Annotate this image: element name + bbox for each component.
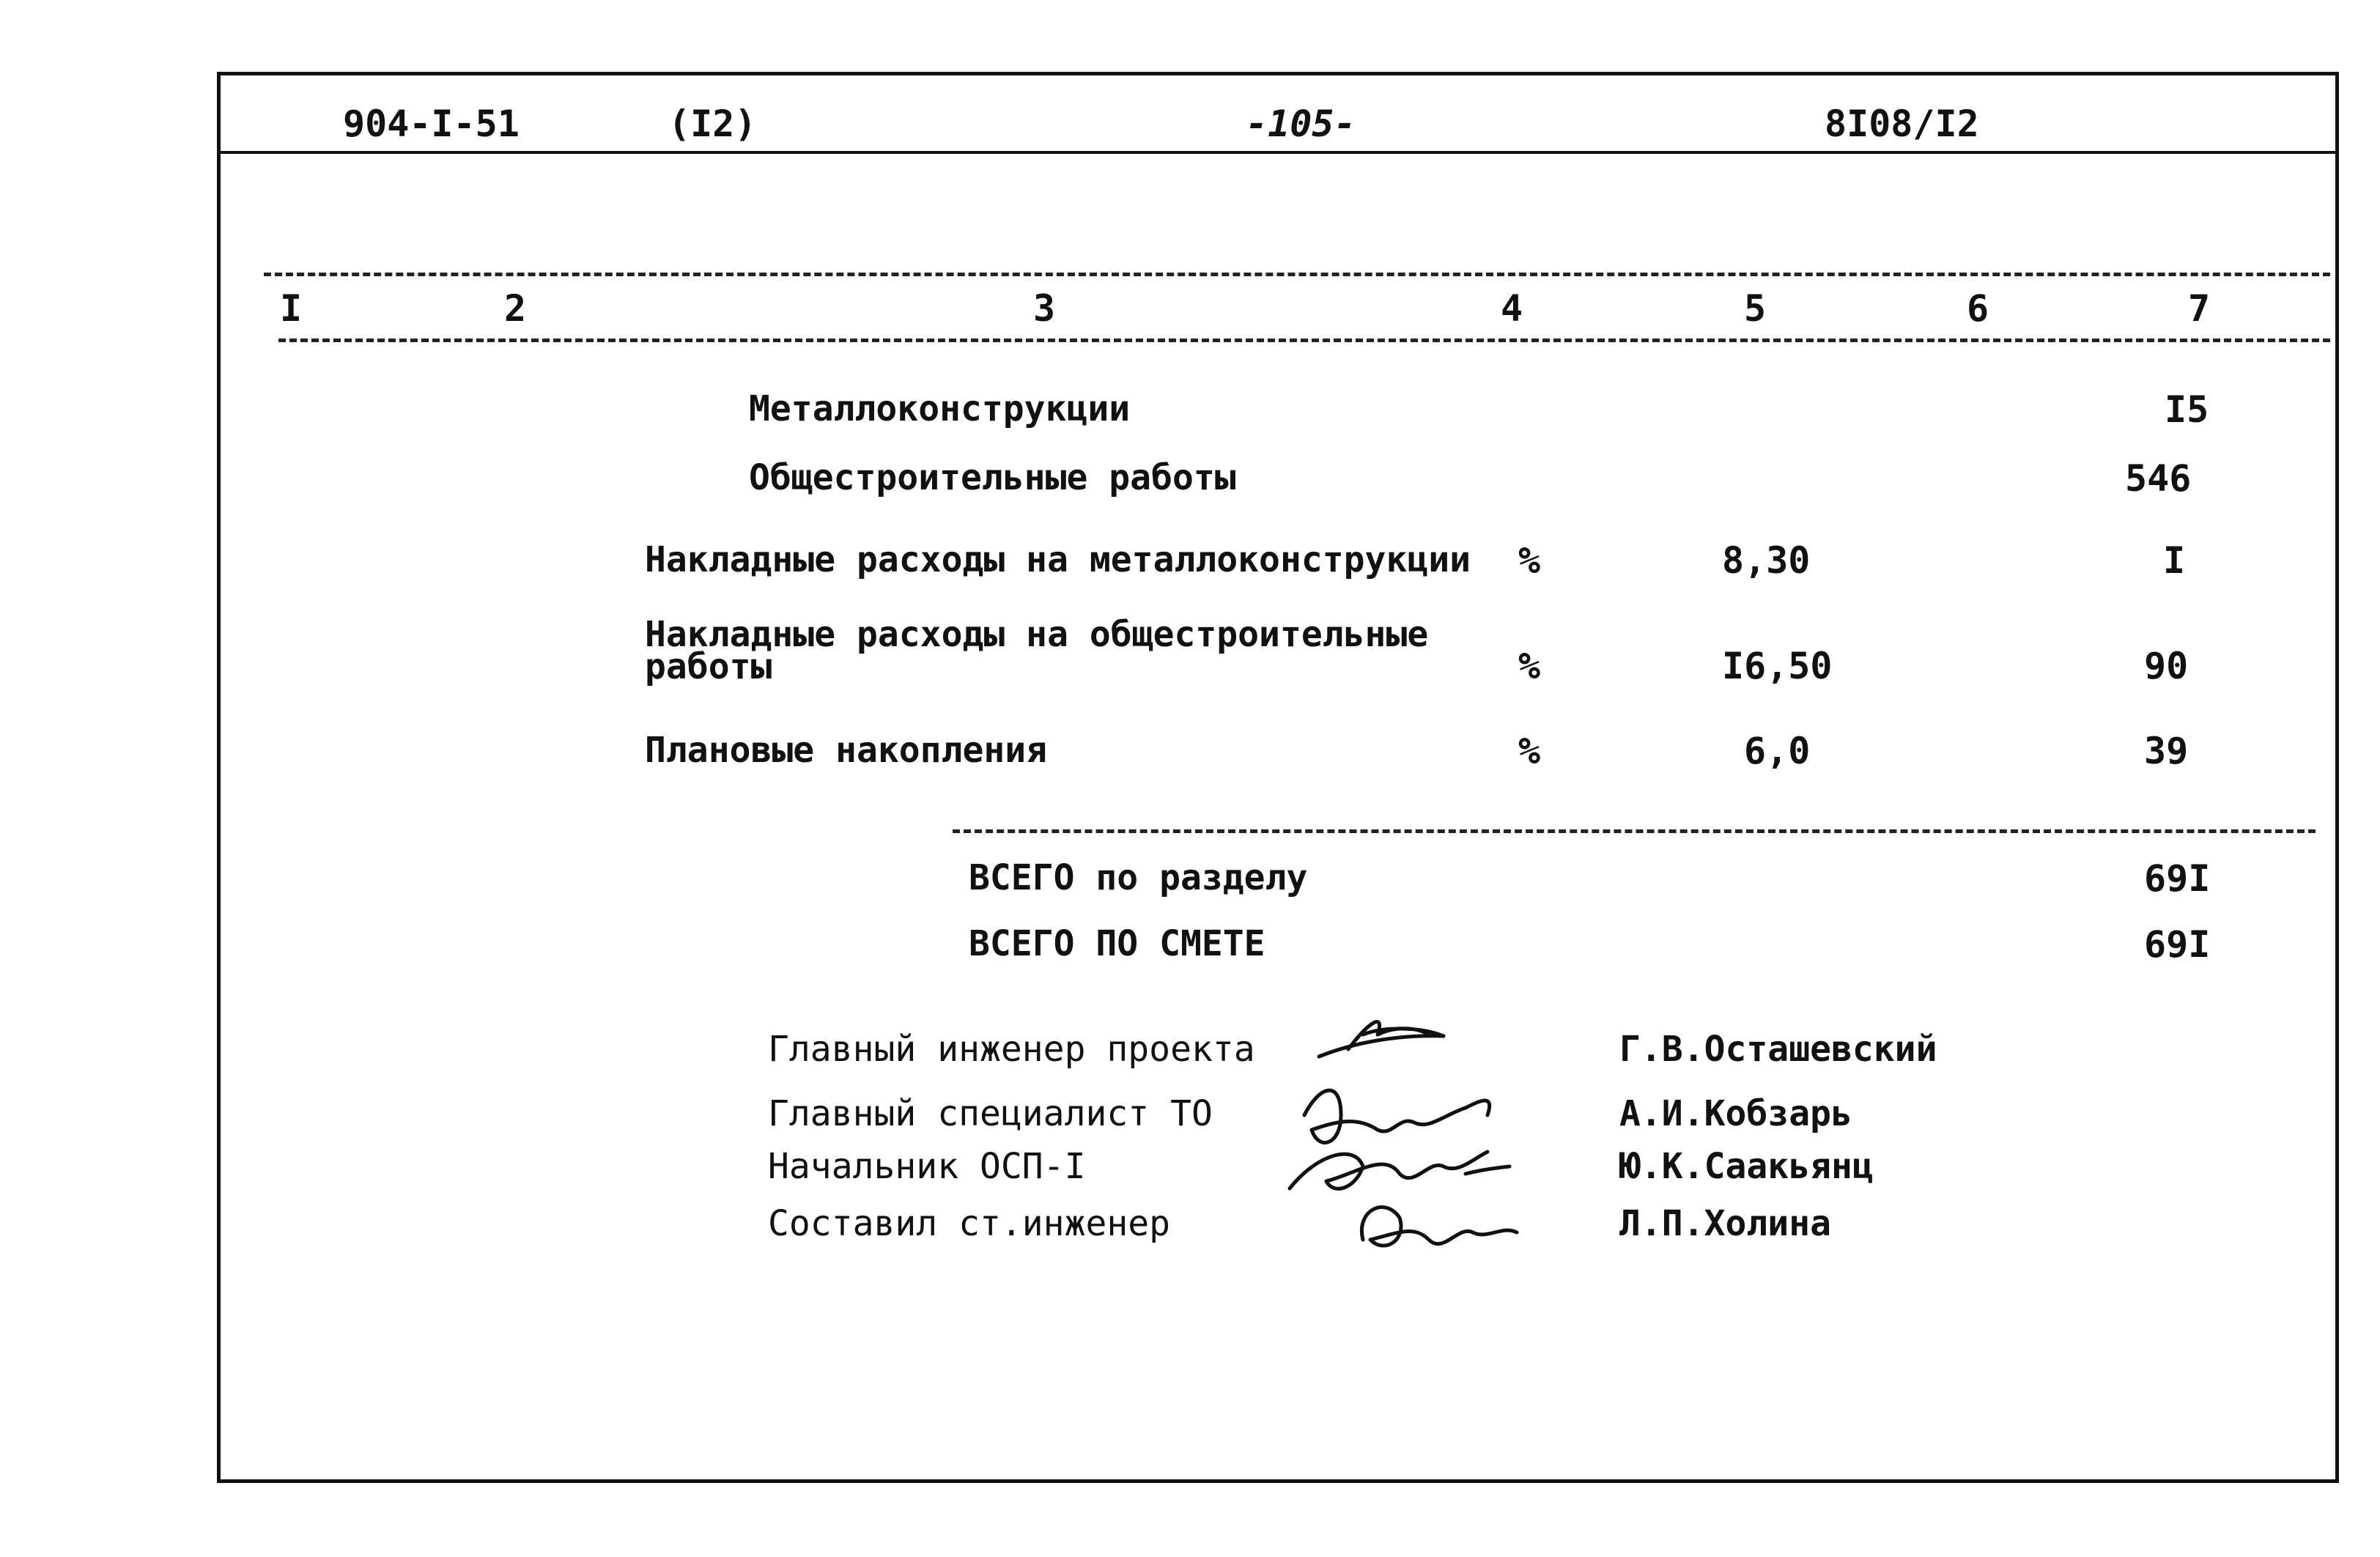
row-label-line2: работы [645,646,772,687]
column-number-7: 7 [2188,287,2211,330]
row-total: I [2163,539,2186,582]
column-number-5: 5 [1744,287,1767,330]
row-label: Плановые накопления [645,730,1048,771]
row-total: I5 [2165,388,2209,431]
total-label: ВСЕГО ПО СМЕТЕ [969,923,1265,964]
totals-rule [953,829,2316,833]
row-total: 39 [2144,730,2189,772]
column-number-2: 2 [504,287,527,330]
total-value: 69I [2144,857,2211,900]
column-number-1: I [280,287,303,330]
row-total: 546 [2125,457,2192,500]
handwritten-signatures [1275,1005,1583,1269]
signatory-name: Ю.К.Саакьянц [1619,1146,1874,1187]
row-label: Накладные расходы на металлоконструкции [645,539,1471,580]
page-frame [217,72,2339,1483]
row-total: 90 [2144,645,2189,687]
column-number-3: 3 [1033,287,1056,330]
row-rate: 6,0 [1744,730,1811,772]
signatory-position: Главный специалист ТО [768,1093,1213,1134]
row-unit: % [1518,730,1541,772]
column-number-4: 4 [1501,287,1523,330]
column-header-top-rule [264,273,2330,276]
row-unit: % [1518,539,1541,582]
sheet-number: (I2) [668,103,757,145]
row-label: Металлоконструкции [749,388,1131,429]
header-rule [220,151,2336,154]
row-rate: 8,30 [1722,539,1811,582]
document-number: 8I08/I2 [1825,103,1979,145]
total-value: 69I [2144,923,2211,966]
signatory-name: Г.В.Осташевский [1619,1029,1937,1070]
row-label-line1: Накладные расходы на общестроительные [645,614,1429,655]
signatory-position: Главный инженер проекта [768,1029,1255,1070]
total-label: ВСЕГО по разделу [969,857,1308,898]
page-number: -105- [1246,103,1356,145]
signatory-position: Начальник ОСП-I [768,1146,1086,1187]
column-number-6: 6 [1967,287,1989,330]
column-header-bottom-rule [278,339,2330,342]
signatory-position: Составил ст.инженер [768,1203,1171,1244]
signatory-name: Л.П.Холина [1619,1203,1831,1244]
row-label: Общестроительные работы [749,457,1236,498]
signatory-name: А.И.Кобзарь [1619,1093,1852,1134]
row-rate: I6,50 [1722,645,1833,687]
project-code: 904-I-51 [343,103,520,145]
row-unit: % [1518,645,1541,687]
